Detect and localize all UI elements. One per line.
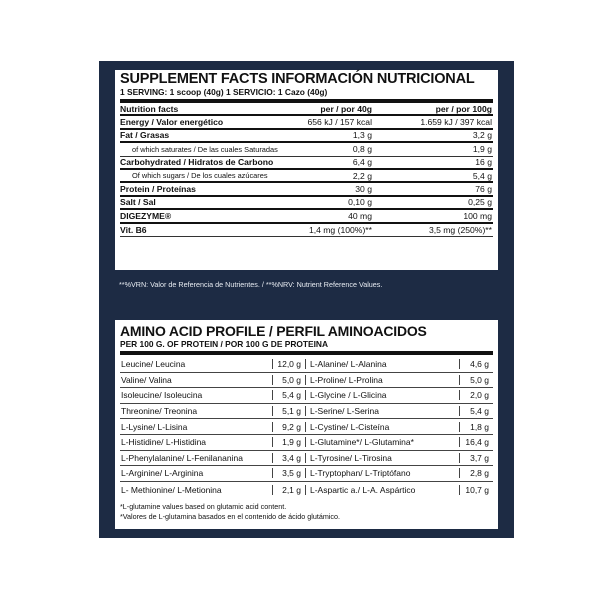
amino-row xyxy=(306,373,493,389)
amino-value: 12,0 g xyxy=(272,359,306,369)
amino-value: 5,4 g xyxy=(459,406,493,416)
facts-row xyxy=(120,210,493,223)
value-per-100g: 1.659 kJ / 397 kcal xyxy=(420,117,492,128)
footnote-en: *L-glutamine values based on glutamic acid content. xyxy=(120,502,287,512)
value-per-100g: 0,25 g xyxy=(468,197,492,208)
supplement-facts-title: SUPPLEMENT FACTS INFORMACIÓN NUTRICIONAL xyxy=(120,71,475,87)
amino-value: 1,8 g xyxy=(459,422,493,432)
amino-name: L-Arginine/ L-Arginina xyxy=(121,468,204,479)
amino-profile-basis: PER 100 G. OF PROTEIN / POR 100 G DE PROTEINA xyxy=(120,339,493,355)
value-per-100g: 76 g xyxy=(475,184,492,195)
amino-row xyxy=(306,419,493,435)
amino-name: L-Proline/ L-Prolina xyxy=(310,374,383,385)
nutrient-label: of which saturates / De las cuales Saturadas xyxy=(132,144,278,154)
amino-value: 3,5 g xyxy=(272,468,306,478)
amino-row xyxy=(306,482,493,498)
amino-value: 2,8 g xyxy=(459,468,493,478)
value-per-100g: 3,2 g xyxy=(472,130,492,141)
amino-value: 2,0 g xyxy=(459,390,493,400)
nutrient-label: Fat / Grasas xyxy=(120,130,170,141)
facts-row xyxy=(120,143,493,156)
serving-size: 1 SERVING: 1 scoop (40g) 1 SERVICIO: 1 Cazo (40g) xyxy=(120,87,493,103)
amino-name: L-Aspartic a./ L-A. Aspártico xyxy=(310,484,416,495)
amino-value: 5,1 g xyxy=(272,406,306,416)
facts-row xyxy=(120,224,493,237)
amino-name: L-Lysine/ L-Lisina xyxy=(121,421,188,432)
amino-name: L-Cystine/ L-Cisteína xyxy=(310,421,390,432)
nutrient-label: Of which sugars / De los cuales azúcares xyxy=(132,171,268,181)
amino-value: 2,1 g xyxy=(272,485,306,495)
nutrient-label: Energy / Valor energético xyxy=(120,117,224,128)
amino-row xyxy=(306,466,493,482)
amino-name: L-Glutamine*/ L-Glutamina* xyxy=(310,437,414,448)
amino-value: 9,2 g xyxy=(272,422,306,432)
nutrient-label: Carbohydrated / Hidratos de Carbono xyxy=(120,157,274,168)
amino-footnotes xyxy=(120,502,493,522)
amino-name: Valine/ Valina xyxy=(121,374,172,385)
amino-name: Leucine/ Leucina xyxy=(121,359,186,370)
value-per-100g: 5,4 g xyxy=(472,170,492,181)
nutrient-label: Vit. B6 xyxy=(120,224,147,235)
footnote-es: *Valores de L-glutamina basados en el contenido de ácido glutámico. xyxy=(120,512,341,522)
value-per-100g: 3,5 mg (250%)** xyxy=(428,224,492,235)
facts-row xyxy=(120,183,493,196)
value-per-serving: 0,8 g xyxy=(352,144,372,155)
amino-name: L- Methionine/ L-Metionina xyxy=(121,484,222,495)
value-per-serving: 2,2 g xyxy=(352,170,372,181)
value-per-serving: 6,4 g xyxy=(352,157,372,168)
amino-name: L-Histidine/ L-Histidina xyxy=(121,437,207,448)
amino-grid xyxy=(120,357,493,497)
amino-row xyxy=(120,435,306,451)
facts-row xyxy=(120,197,493,210)
nrv-note: **%VRN: Valor de Referencia de Nutrientes. / **%NRV: Nutrient Reference Values. xyxy=(119,280,383,289)
facts-row xyxy=(120,157,493,170)
amino-row xyxy=(306,357,493,373)
amino-value: 3,4 g xyxy=(272,453,306,463)
value-per-serving: 1,4 mg (100%)** xyxy=(308,224,372,235)
amino-value: 5,4 g xyxy=(272,390,306,400)
amino-row xyxy=(306,435,493,451)
amino-row xyxy=(120,388,306,404)
amino-row xyxy=(306,404,493,420)
amino-column-right xyxy=(306,357,493,497)
amino-row xyxy=(120,482,306,498)
value-per-serving: 656 kJ / 157 kcal xyxy=(307,117,372,128)
amino-row xyxy=(120,404,306,420)
facts-header-col2: per / por 100g xyxy=(435,103,492,114)
amino-row xyxy=(120,373,306,389)
facts-row xyxy=(120,116,493,129)
amino-column-left xyxy=(120,357,306,497)
amino-name: L-Alanine/ L-Alanina xyxy=(310,359,387,370)
nutrient-label: Protein / Proteínas xyxy=(120,184,196,195)
facts-header-label: Nutrition facts xyxy=(120,103,179,114)
amino-value: 10,7 g xyxy=(459,485,493,495)
facts-header-row xyxy=(120,103,493,116)
amino-value: 3,7 g xyxy=(459,453,493,463)
amino-value: 1,9 g xyxy=(272,437,306,447)
amino-row xyxy=(120,466,306,482)
facts-rows xyxy=(120,116,493,237)
facts-row xyxy=(120,130,493,143)
amino-name: L-Phenylalanine/ L-Fenilananina xyxy=(121,452,243,463)
value-per-serving: 40 mg xyxy=(348,210,372,221)
value-per-100g: 16 g xyxy=(475,157,492,168)
amino-value: 5,0 g xyxy=(272,375,306,385)
amino-name: L-Tyrosine/ L-Tirosina xyxy=(310,452,392,463)
facts-row xyxy=(120,170,493,183)
amino-name: L-Glycine / L-Glicina xyxy=(310,390,387,401)
facts-header-col1: per / por 40g xyxy=(320,103,372,114)
amino-profile-box xyxy=(115,320,498,529)
nutrient-label: DIGEZYME® xyxy=(120,210,172,221)
nutrient-label: Salt / Sal xyxy=(120,197,156,208)
amino-name: L-Tryptophan/ L-Triptófano xyxy=(310,468,411,479)
amino-value: 16,4 g xyxy=(459,437,493,447)
amino-name: Isoleucine/ Isoleucina xyxy=(121,390,203,401)
value-per-100g: 1,9 g xyxy=(472,144,492,155)
amino-profile-title: AMINO ACID PROFILE / PERFIL AMINOACIDOS xyxy=(120,323,427,339)
value-per-serving: 0,10 g xyxy=(348,197,372,208)
amino-row xyxy=(306,388,493,404)
amino-row xyxy=(306,451,493,467)
amino-name: L-Serine/ L-Serina xyxy=(310,406,379,417)
value-per-serving: 30 g xyxy=(355,184,372,195)
value-per-serving: 1,3 g xyxy=(352,130,372,141)
amino-row xyxy=(120,357,306,373)
supplement-facts-box xyxy=(115,70,498,270)
amino-name: Threonine/ Treonina xyxy=(121,406,198,417)
amino-row xyxy=(120,451,306,467)
amino-value: 5,0 g xyxy=(459,375,493,385)
amino-value: 4,6 g xyxy=(459,359,493,369)
amino-row xyxy=(120,419,306,435)
value-per-100g: 100 mg xyxy=(463,210,492,221)
